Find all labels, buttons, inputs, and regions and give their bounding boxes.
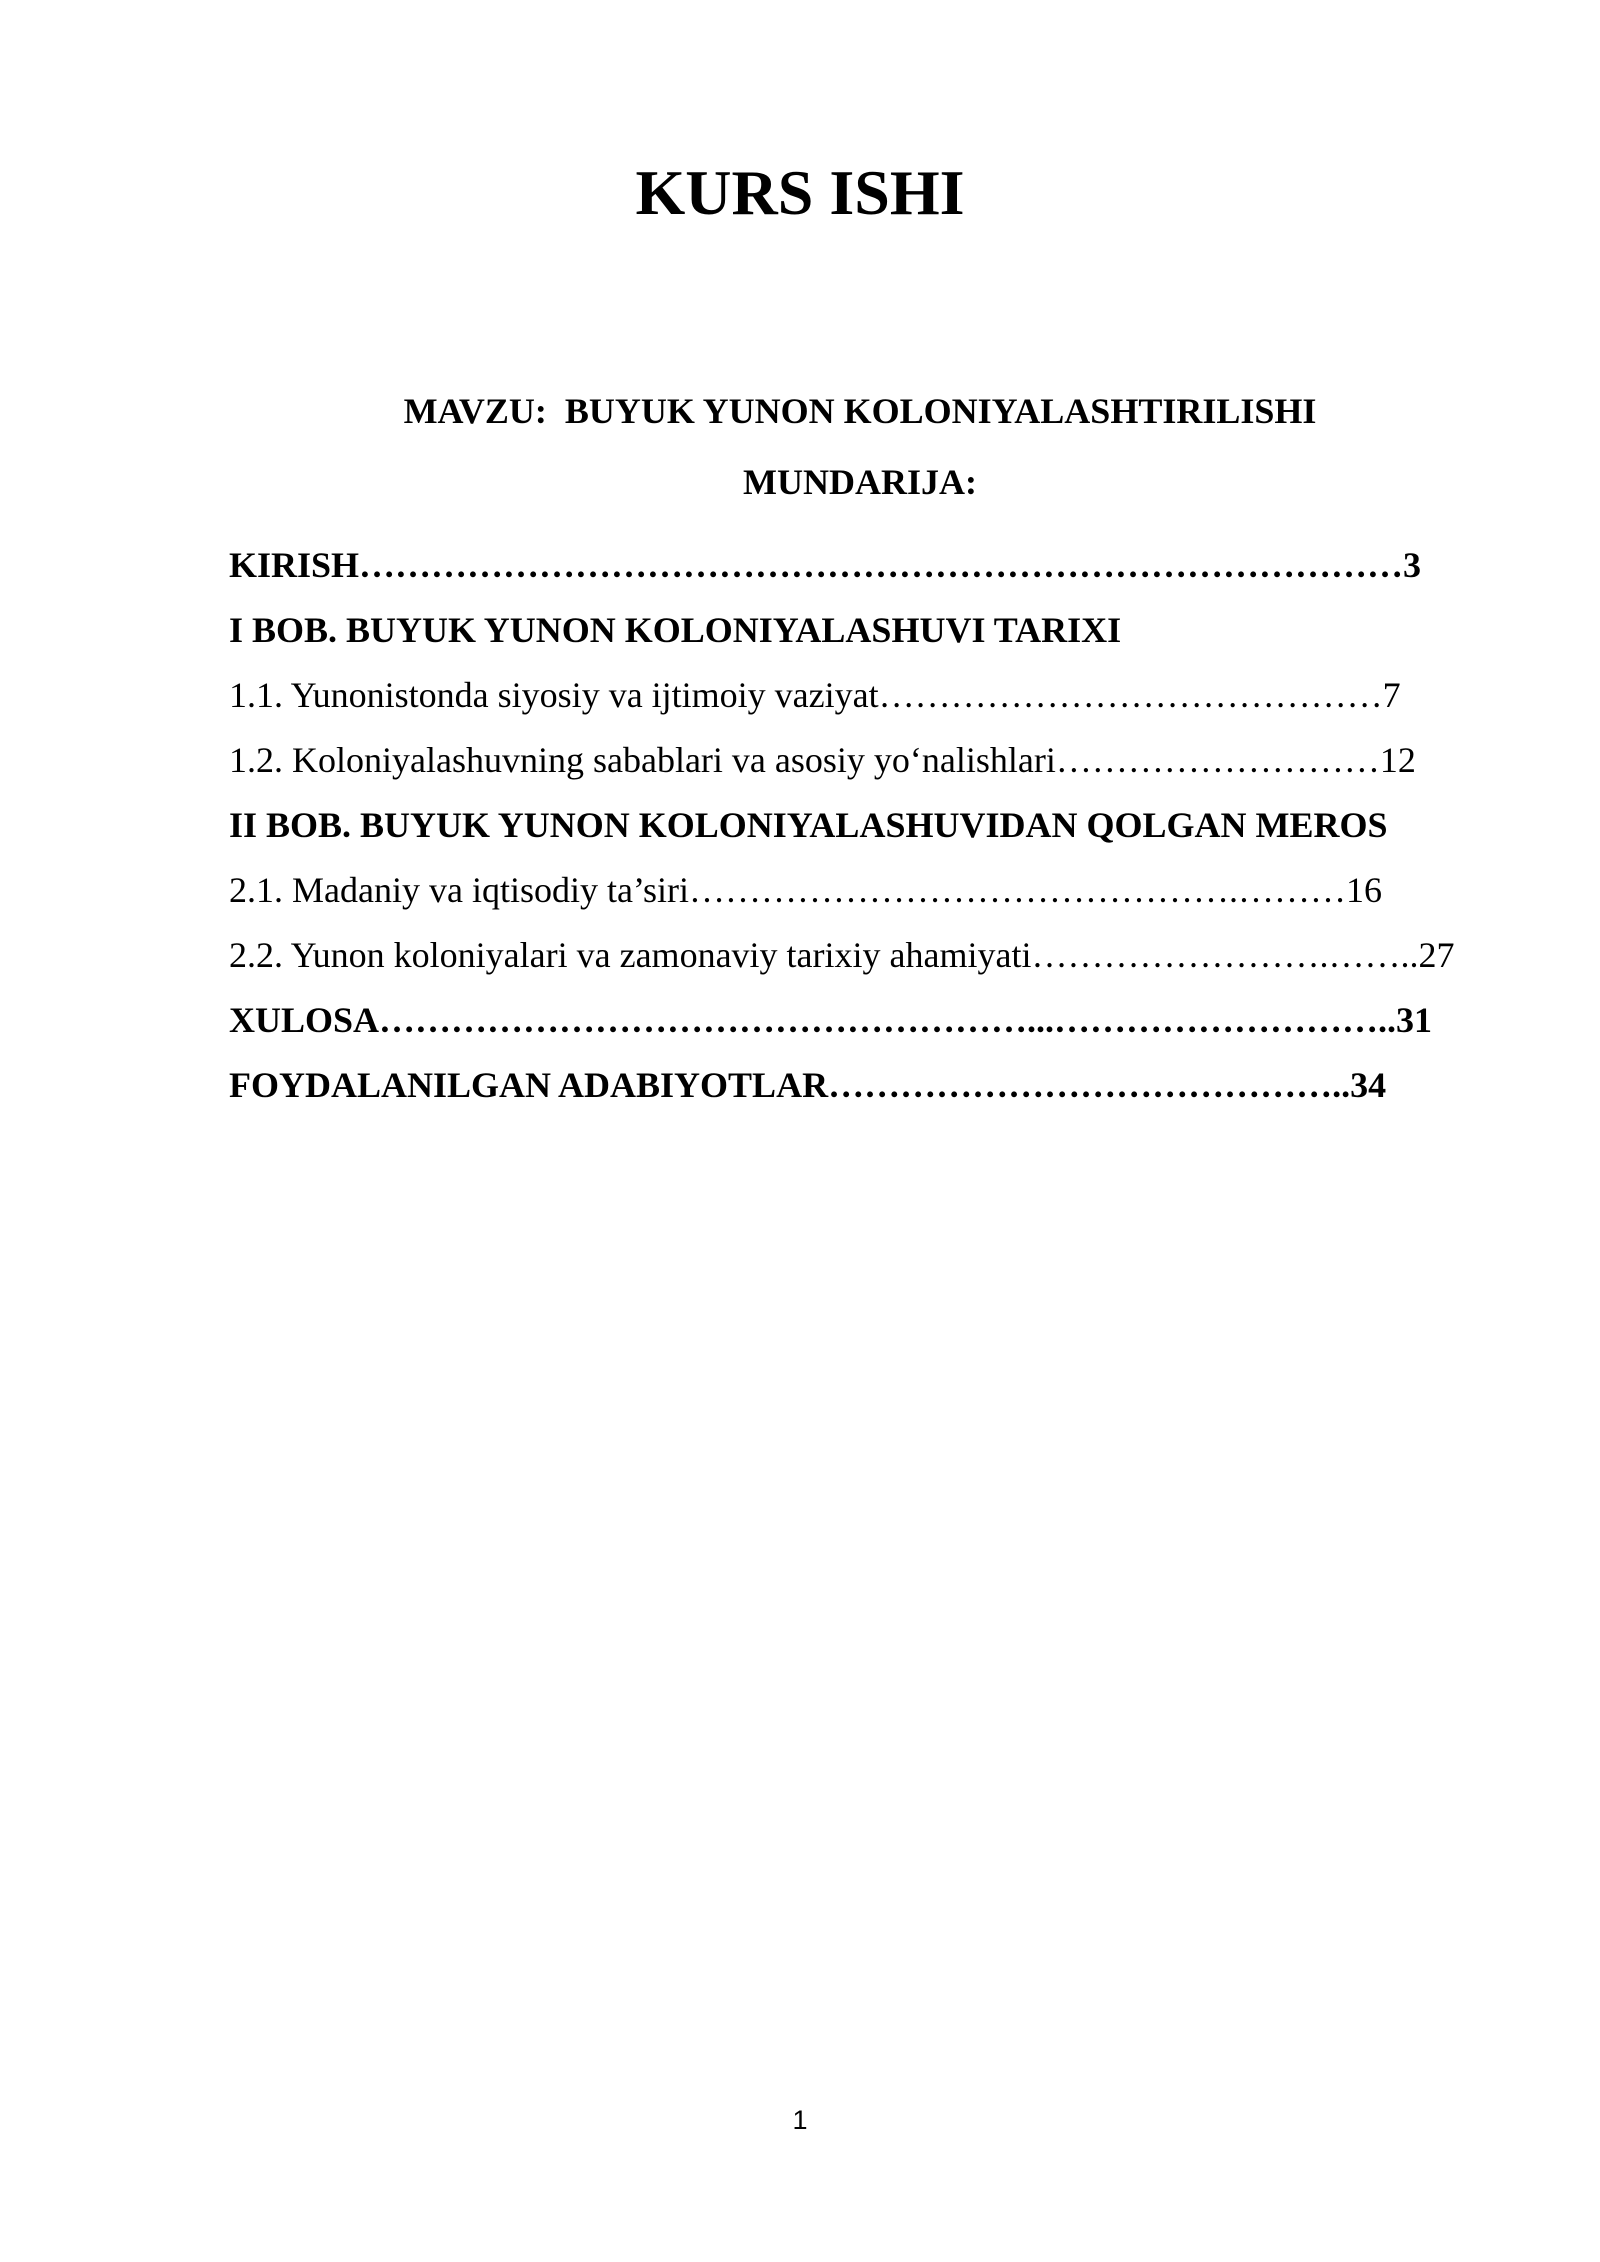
toc-item-references: FOYDALANILGAN ADABIYOTLAR……………………………………..34 [229, 1065, 1387, 1105]
toc-item-xulosa: XULOSA………………………………………………...………………………..31 [229, 1000, 1433, 1040]
toc-item-section-2-2: 2.2. Yunon koloniyalari va zamonaviy tarixiy ahamiyati…………………….……..27 [229, 935, 1455, 975]
page-number: 1 [792, 2105, 808, 2135]
table-of-contents [229, 540, 1479, 1125]
toc-item-section-2-1: 2.1. Madaniy va iqtisodiy ta’siri……………………………………….………16 [229, 870, 1382, 910]
toc-item-section-1-1: 1.1. Yunonistonda siyosiy va ijtimoiy vaziyat……………………………………7 [229, 675, 1401, 715]
topic-line: MAVZU: BUYUK YUNON KOLONIYALASHTIRILISHI [403, 391, 1317, 431]
toc-item-kirish: KIRISH……………………………………………………………………………3 [229, 545, 1422, 585]
document-title: KURS ISHI [635, 157, 965, 228]
toc-item-section-1-2: 1.2. Koloniyalashuvning sabablari va asosiy yo‘nalishlari………………………12 [229, 740, 1416, 780]
toc-item-chapter-2: II BOB. BUYUK YUNON KOLONIYALASHUVIDAN QOLGAN MEROS [229, 805, 1388, 845]
toc-item-chapter-1: I BOB. BUYUK YUNON KOLONIYALASHUVI TARIXI [229, 610, 1122, 650]
toc-heading: MUNDARIJA: [743, 462, 977, 502]
